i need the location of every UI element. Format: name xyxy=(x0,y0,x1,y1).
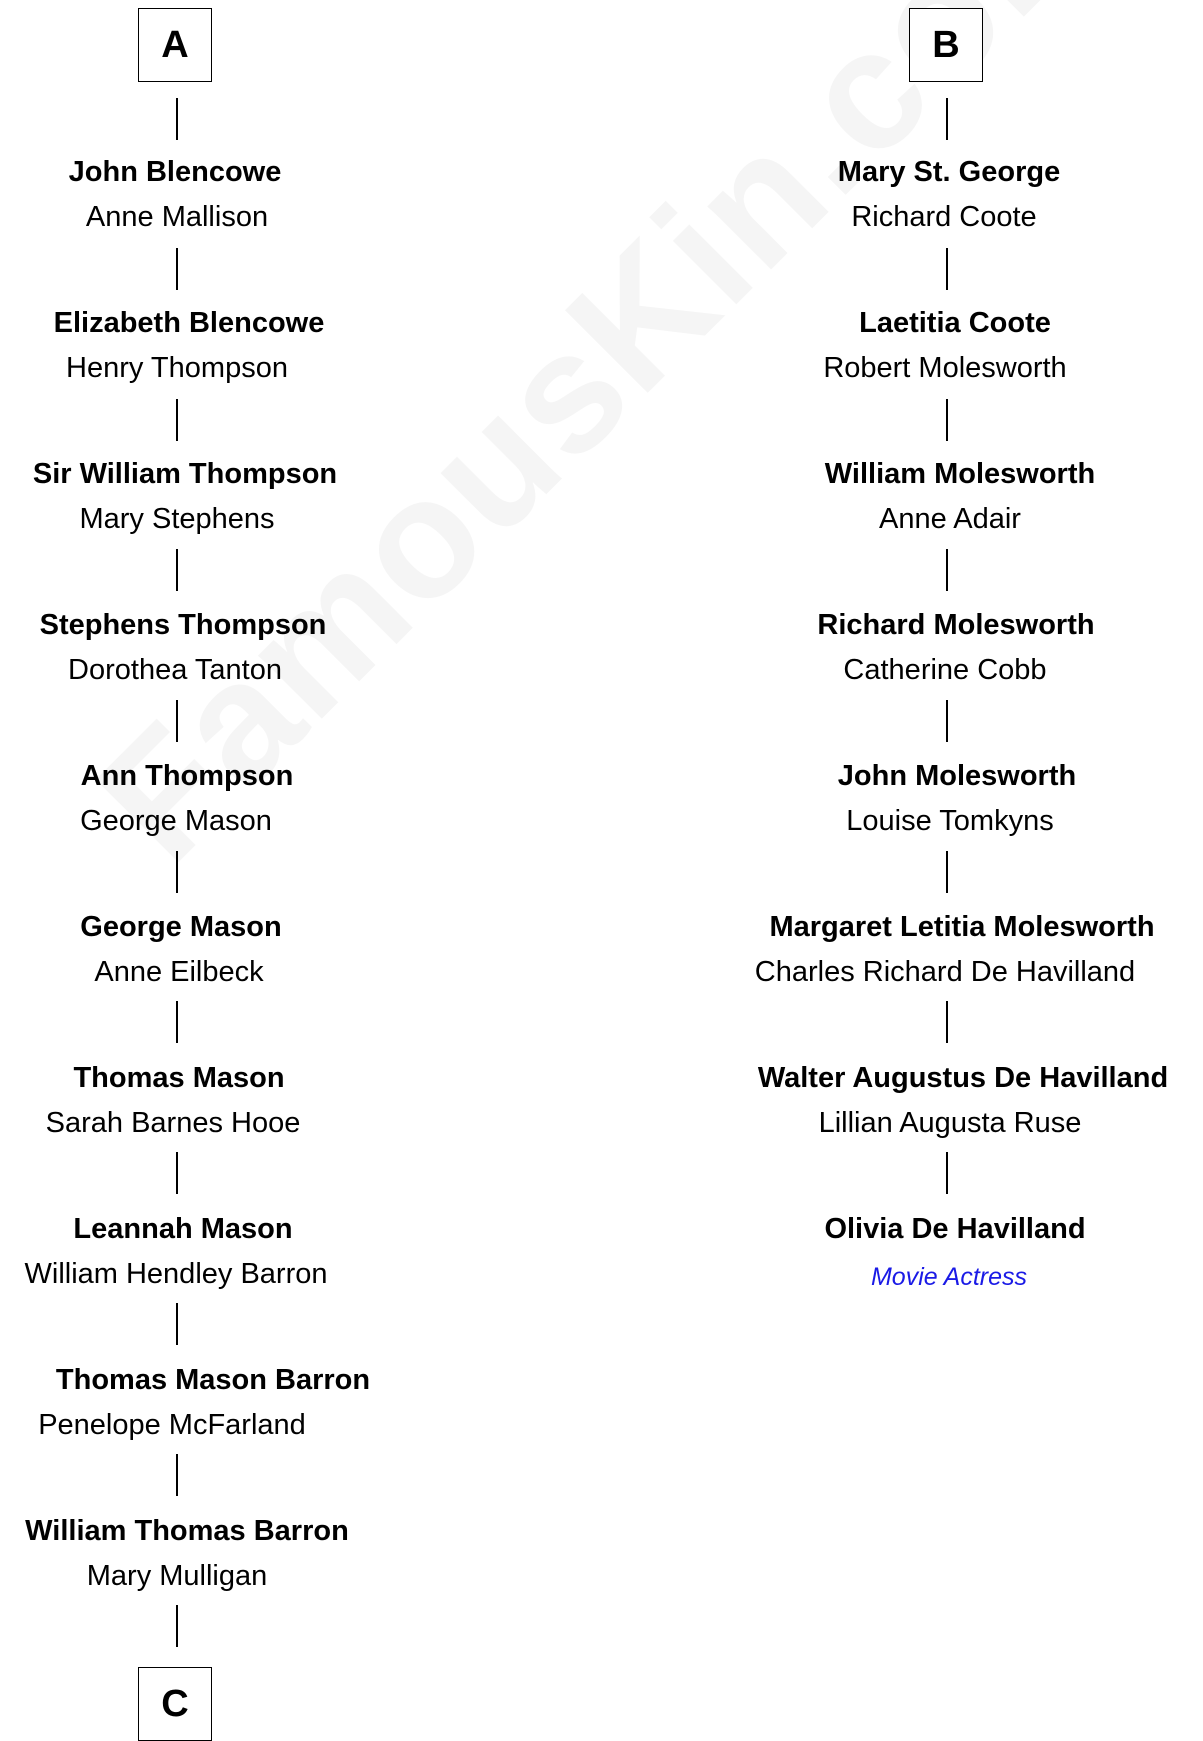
spouse-name: Robert Molesworth xyxy=(823,352,1067,384)
spouse-name: Dorothea Tanton xyxy=(68,654,282,686)
descendant-name: Ann Thompson xyxy=(80,760,294,792)
spouse-name: Louise Tomkyns xyxy=(846,805,1054,837)
connector-line xyxy=(176,1152,178,1194)
connector-line xyxy=(946,549,948,591)
connector-line xyxy=(946,1152,948,1194)
spouse-name: Anne Adair xyxy=(879,503,1021,535)
connector-line xyxy=(176,399,178,441)
spouse-name: Catherine Cobb xyxy=(843,654,1047,686)
descendant-name: Thomas Mason Barron xyxy=(55,1364,371,1396)
connector-line xyxy=(176,98,178,140)
spouse-name: Charles Richard De Havilland xyxy=(754,956,1136,988)
spouse-name: Sarah Barnes Hooe xyxy=(45,1107,301,1139)
connector-line xyxy=(176,549,178,591)
descendant-name: Richard Molesworth xyxy=(817,609,1095,641)
box-c: C xyxy=(138,1667,212,1741)
descendant-name: William Molesworth xyxy=(824,458,1096,490)
connector-line xyxy=(176,248,178,290)
spouse-name: William Hendley Barron xyxy=(24,1258,328,1290)
descendant-name: Leannah Mason xyxy=(73,1213,293,1245)
connector-line xyxy=(176,1454,178,1496)
spouse-name: Anne Eilbeck xyxy=(94,956,264,988)
descendant-name: Thomas Mason xyxy=(73,1062,285,1094)
descendant-name: Stephens Thompson xyxy=(39,609,327,641)
famous-person-name: Olivia De Havilland xyxy=(824,1213,1086,1245)
connector-line xyxy=(946,851,948,893)
spouse-name: Penelope McFarland xyxy=(38,1409,306,1441)
descendant-name: Margaret Letitia Molesworth xyxy=(769,911,1155,943)
spouse-name: Richard Coote xyxy=(851,201,1037,233)
descendant-name: John Molesworth xyxy=(837,760,1077,792)
connector-line xyxy=(176,1605,178,1647)
descendant-name: John Blencowe xyxy=(68,156,282,188)
descendant-name: William Thomas Barron xyxy=(25,1515,349,1547)
famous-person-note: Movie Actress xyxy=(870,1263,1028,1291)
connector-line xyxy=(946,700,948,742)
spouse-name: Lillian Augusta Ruse xyxy=(818,1107,1082,1139)
connector-line xyxy=(176,700,178,742)
descendant-name: Mary St. George xyxy=(837,156,1061,188)
connector-line xyxy=(946,248,948,290)
descendant-name: Walter Augustus De Havilland xyxy=(757,1062,1169,1094)
connector-line xyxy=(946,399,948,441)
descendant-name: Sir William Thompson xyxy=(32,458,338,490)
spouse-name: George Mason xyxy=(80,805,272,837)
connector-line xyxy=(176,1001,178,1043)
connector-line xyxy=(176,851,178,893)
connector-line xyxy=(176,1303,178,1345)
spouse-name: Henry Thompson xyxy=(66,352,288,384)
descendant-name: Laetitia Coote xyxy=(859,307,1051,339)
descendant-name: George Mason xyxy=(80,911,282,943)
connector-line xyxy=(946,98,948,140)
connector-line xyxy=(946,1001,948,1043)
box-a: A xyxy=(138,8,212,82)
box-b: B xyxy=(909,8,983,82)
spouse-name: Mary Stephens xyxy=(79,503,275,535)
spouse-name: Anne Mallison xyxy=(85,201,269,233)
descendant-name: Elizabeth Blencowe xyxy=(53,307,325,339)
spouse-name: Mary Mulligan xyxy=(86,1560,268,1592)
